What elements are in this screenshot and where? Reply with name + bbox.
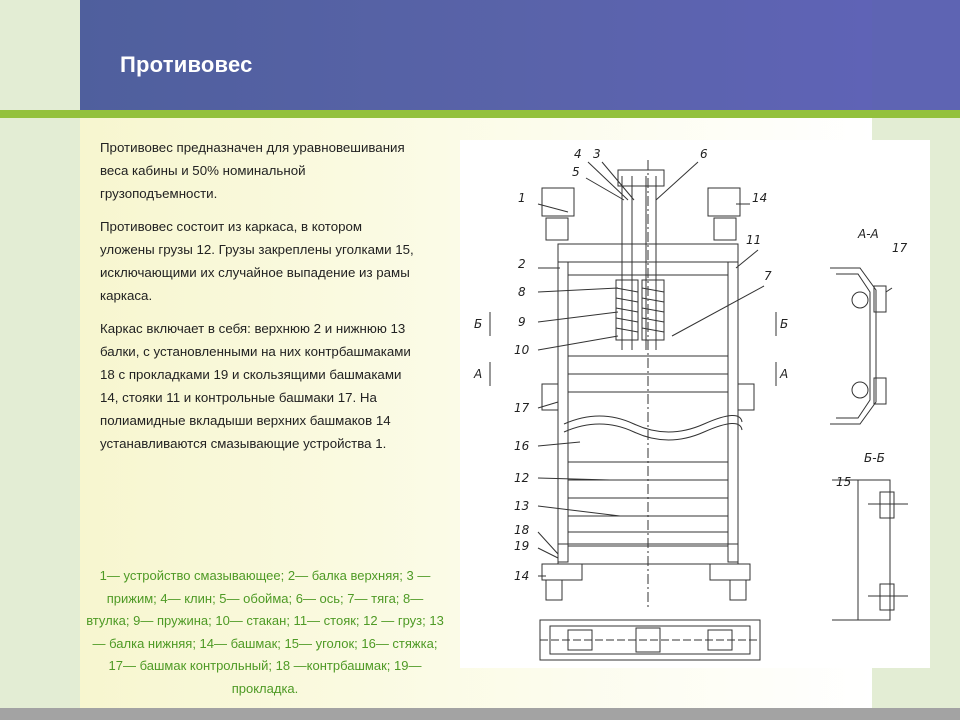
callout-1: 1 [518, 191, 526, 205]
callout-2: 2 [518, 257, 526, 271]
callout-3: 3 [593, 147, 601, 161]
technical-drawing [460, 140, 930, 668]
callout-18: 18 [514, 523, 530, 537]
callout-10: 10 [514, 343, 530, 357]
legend-caption: 1— устройство смазывающее; 2— балка верхняя; 3 — прижим; 4— клин; 5— обойма; 6— ось; 7— тяга; 8— втулка; 9— пружина; 10— стакан; 11— стояк; 12 — груз; 13— балка нижняя; 14— башмак; 15— уголок; 16— стяжка; 17— башмак контрольный; 18 —контрбашмак; 19— прокладка. [86, 568, 444, 696]
callout-16: 16 [514, 439, 530, 453]
callout-5: 5 [572, 165, 580, 179]
paragraph-purpose: Противовес предназначен для уравновешивания веса кабины и 50% номинальной грузоподъемности. [100, 140, 405, 201]
page-title: Противовес [120, 52, 253, 77]
counterweight-drawing [460, 140, 930, 668]
paragraph-structure: Противовес состоит из каркаса, в котором уложены грузы 12. Грузы закреплены уголками 15, исключающими их случайное выпадение из рамы каркаса. [100, 219, 414, 303]
description-text [100, 136, 420, 465]
section-b-b-label: Б-Б [864, 451, 885, 465]
header-left-strip [0, 0, 80, 110]
callout-6: 6 [700, 147, 708, 161]
callout-15: 15 [836, 475, 852, 489]
section-a-right: А [780, 367, 789, 381]
accent-divider [0, 110, 960, 118]
header-right-strip [872, 0, 960, 110]
callout-13: 13 [514, 499, 530, 513]
paragraph-frame: Каркас включает в себя: верхнюю 2 и нижнюю 13 балки, с установленными на них контрбашмаками 18 с прокладками 19 и скользящими башмаками 14, стояки 11 и контрольные башмаки 17. На полиамидные вкладыши верхних башмаков 14 устанавливаются смазывающие устройства 1. [100, 321, 411, 451]
callout-9: 9 [518, 315, 526, 329]
section-b-right: Б [780, 317, 789, 331]
callout-7: 7 [764, 269, 772, 283]
callout-8: 8 [518, 285, 526, 299]
callout-12: 12 [514, 471, 530, 485]
callout-11: 11 [746, 233, 762, 247]
callout-4: 4 [574, 147, 582, 161]
callout-17: 17 [514, 401, 530, 415]
footer-bar [0, 708, 960, 720]
section-a-left: А [474, 367, 483, 381]
section-a-a-label: А-А [858, 227, 879, 241]
callout-19: 19 [514, 539, 530, 553]
callout-14-top: 14 [752, 191, 768, 205]
callout-14-bottom: 14 [514, 569, 530, 583]
section-b-left: Б [474, 317, 483, 331]
callout-17-section: 17 [892, 241, 908, 255]
